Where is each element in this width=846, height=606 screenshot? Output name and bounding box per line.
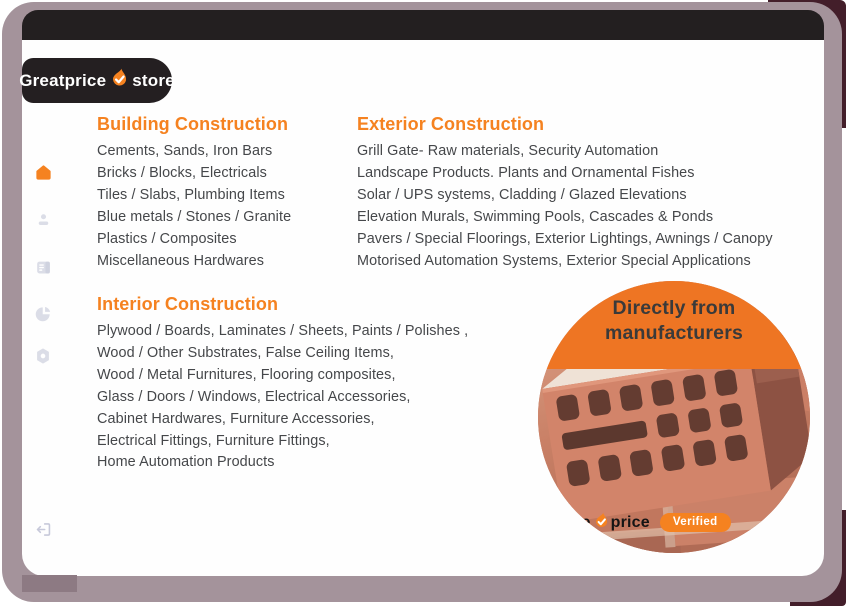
section-building-construction	[97, 114, 357, 272]
list-item: Bricks / Blocks, Electricals	[97, 164, 267, 181]
home-icon	[34, 163, 53, 187]
user-icon	[34, 210, 53, 234]
promo-headline-line1: Directly from	[612, 297, 736, 319]
list-item: Plywood / Boards, Laminates / Sheets, Paints / Polishes ,	[97, 323, 469, 339]
section-title: Building Construction	[97, 114, 289, 134]
list-item: Wood / Other Substrates, False Ceiling Items,	[97, 344, 394, 361]
brand-name-part2: store	[132, 70, 175, 90]
list-item: Wood / Metal Furnitures, Flooring composites,	[97, 366, 396, 383]
verified-badge: Verified	[660, 513, 731, 532]
flame-check-icon	[593, 512, 610, 536]
section-interior-construction	[97, 294, 477, 474]
list-item: Landscape Products. Plants and Ornamental Fishes	[357, 164, 695, 181]
sidebar-item-documents[interactable]	[31, 258, 55, 282]
window-header-bar	[22, 10, 824, 40]
trueprice-word2: price	[610, 513, 650, 531]
section-title: Interior Construction	[97, 294, 279, 314]
list-item: Home Automation Products	[97, 454, 275, 471]
sidebar-item-reports[interactable]	[31, 304, 55, 328]
list-item: Plastics / Composites	[97, 230, 237, 247]
list-item: Elevation Murals, Swimming Pools, Cascades & Ponds	[357, 208, 714, 225]
pie-chart-icon	[34, 304, 53, 328]
section-item-list	[357, 141, 807, 272]
sidebar-item-logout[interactable]	[31, 520, 55, 544]
sidebar-item-profile[interactable]	[31, 210, 55, 234]
promo-headline-line2: manufacturers	[604, 322, 744, 344]
list-item: Cements, Sands, Iron Bars	[97, 143, 273, 159]
panel-corner-shadow	[22, 575, 77, 592]
list-item: Pavers / Special Floorings, Exterior Lightings, Awnings / Canopy	[357, 230, 773, 247]
logout-icon	[34, 520, 53, 544]
list-item: Motorised Automation Systems, Exterior Special Applications	[357, 252, 751, 269]
trueprice-word1: True	[556, 513, 591, 531]
promo-headline	[538, 296, 810, 346]
list-item: Blue metals / Stones / Granite	[97, 208, 292, 225]
section-item-list	[97, 321, 477, 474]
section-exterior-construction	[357, 114, 807, 272]
sidebar-item-settings[interactable]	[31, 346, 55, 370]
list-item: Grill Gate- Raw materials, Security Automation	[357, 143, 659, 159]
document-icon	[34, 258, 53, 282]
brand-logo[interactable]	[19, 58, 175, 103]
brand-name-part1: Greatprice	[19, 70, 107, 90]
list-item: Tiles / Slabs, Plumbing Items	[97, 186, 285, 203]
promo-circle	[538, 281, 810, 553]
list-item: Solar / UPS systems, Cladding / Glazed Elevations	[357, 186, 687, 203]
section-item-list	[97, 141, 357, 272]
list-item: Cabinet Hardwares, Furniture Accessories,	[97, 410, 375, 427]
section-title: Exterior Construction	[357, 114, 545, 134]
list-item: Glass / Doors / Windows, Electrical Accessories,	[97, 388, 411, 405]
trueprice-badge	[556, 512, 731, 533]
gear-icon	[34, 347, 52, 370]
flame-check-icon	[109, 68, 130, 95]
sidebar-item-home[interactable]	[31, 163, 55, 187]
list-item: Miscellaneous Hardwares	[97, 252, 265, 269]
list-item: Electrical Fittings, Furniture Fittings,	[97, 432, 330, 449]
